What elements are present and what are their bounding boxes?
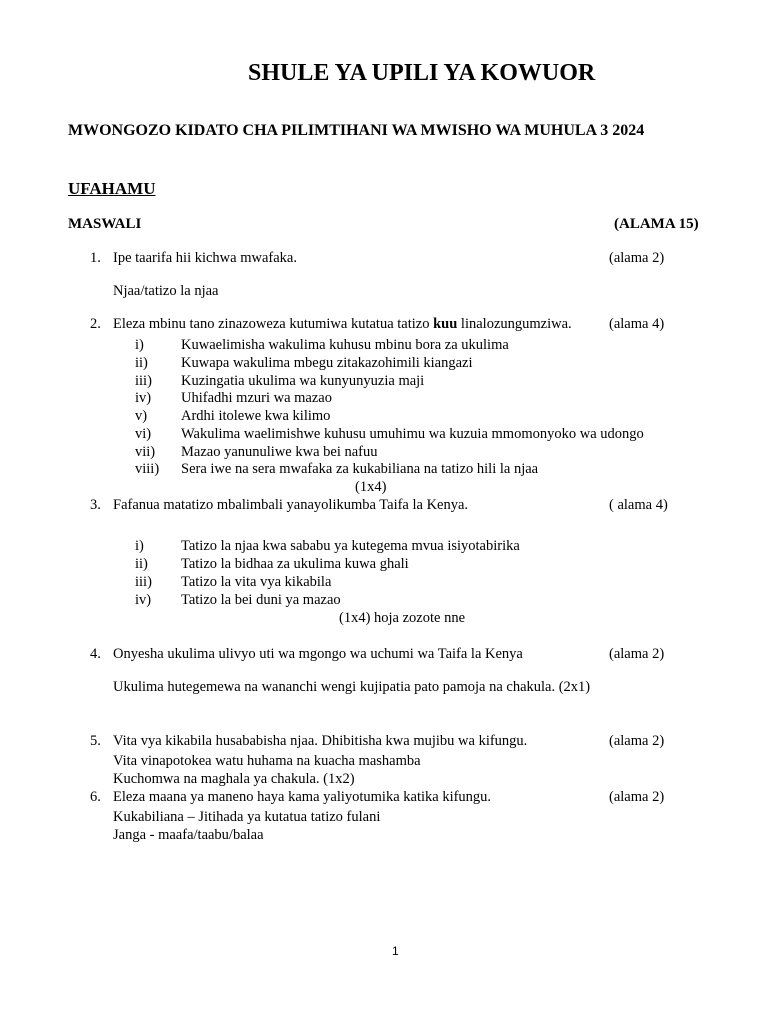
q2-score: (1x4) <box>355 479 387 495</box>
q2-item-text: Kuwaelimisha wakulima kuhusu mbinu bora za ukulima <box>181 337 509 353</box>
q2-item-roman: vii) <box>135 444 156 460</box>
q3-item-text: Tatizo la njaa kwa sababu ya kutegema mvua isiyotabirika <box>181 538 520 554</box>
exam-subtitle: MWONGOZO KIDATO CHA PILIMTIHANI WA MWISHO WA MUHULA 3 2024 <box>68 122 645 139</box>
q2-item-roman: iii) <box>135 373 152 389</box>
q2-item-text: Ardhi itolewe kwa kilimo <box>181 408 331 424</box>
q2-text: Eleza mbinu tano zinazoweza kutumiwa kutatua tatizo kuu linalozungumziwa. <box>113 316 572 332</box>
q6-marks: (alama 2) <box>609 789 665 805</box>
q2-marks: (alama 4) <box>609 316 665 332</box>
q4-number: 4. <box>90 646 101 662</box>
q2-item-text: Wakulima waelimishwe kuhusu umuhimu wa kuzuia mmomonyoko wa udongo <box>181 426 644 442</box>
maswali-label: MASWALI <box>68 216 142 232</box>
q4-marks: (alama 2) <box>609 646 665 662</box>
q2-item-text: Kuwapa wakulima mbegu zitakazohimili kiangazi <box>181 355 473 371</box>
q5-answer-1: Vita vinapotokea watu huhama na kuacha mashamba <box>113 753 421 769</box>
q3-item-roman: iii) <box>135 574 152 590</box>
q3-item-roman: iv) <box>135 592 152 608</box>
q2-item-roman: iv) <box>135 390 152 406</box>
q4-answer: Ukulima hutegemewa na wananchi wengi kujipatia pato pamoja na chakula. (2x1) <box>113 679 591 695</box>
q2-number: 2. <box>90 316 101 332</box>
q3-number: 3. <box>90 497 101 513</box>
q1-text: Ipe taarifa hii kichwa mwafaka. <box>113 250 297 266</box>
q1-number: 1. <box>90 250 101 266</box>
q2-item-roman: vi) <box>135 426 152 442</box>
q3-item-text: Tatizo la bidhaa za ukulima kuwa ghali <box>181 556 409 572</box>
q2-item-text: Kuzingatia ukulima wa kunyunyuzia maji <box>181 373 425 389</box>
q3-marks: ( alama 4) <box>609 497 668 513</box>
q6-number: 6. <box>90 789 101 805</box>
q2-item-text: Sera iwe na sera mwafaka za kukabiliana na tatizo hili la njaa <box>181 461 539 477</box>
q3-score: (1x4) hoja zozote nne <box>339 610 466 626</box>
school-title: SHULE YA UPILI YA KOWUOR <box>248 60 596 86</box>
q3-item-text: Tatizo la bei duni ya mazao <box>181 592 341 608</box>
q3-item-text: Tatizo la vita vya kikabila <box>181 574 332 590</box>
q2-bold-word: kuu <box>433 316 458 332</box>
q2-item-roman: v) <box>135 408 148 424</box>
q6-answer-1: Kukabiliana – Jitihada ya kutatua tatizo fulani <box>113 809 381 825</box>
q3-text: Fafanua matatizo mbalimbali yanayolikumba Taifa la Kenya. <box>113 497 469 513</box>
section-heading: UFAHAMU <box>68 179 156 198</box>
q2-item-roman: i) <box>135 337 144 353</box>
q3-item-roman: i) <box>135 538 144 554</box>
q6-text: Eleza maana ya maneno haya kama yaliyotumika katika kifungu. <box>113 789 492 805</box>
q5-number: 5. <box>90 733 101 749</box>
q5-text: Vita vya kikabila husababisha njaa. Dhibitisha kwa mujibu wa kifungu. <box>113 733 528 749</box>
q6-answer-2: Janga - maafa/taabu/balaa <box>113 827 264 843</box>
total-marks: (ALAMA 15) <box>614 216 699 232</box>
q5-marks: (alama 2) <box>609 733 665 749</box>
q2-item-roman: ii) <box>135 355 148 371</box>
q1-marks: (alama 2) <box>609 250 665 266</box>
q5-answer-2: Kuchomwa na maghala ya chakula. (1x2) <box>113 771 355 787</box>
q1-answer: Njaa/tatizo la njaa <box>113 283 219 299</box>
page-number: 1 <box>392 944 399 958</box>
q2-item-text: Mazao yanunuliwe kwa bei nafuu <box>181 444 378 460</box>
q2-item-roman: viii) <box>135 461 160 477</box>
q4-text: Onyesha ukulima ulivyo uti wa mgongo wa uchumi wa Taifa la Kenya <box>113 646 523 662</box>
q2-item-text: Uhifadhi mzuri wa mazao <box>181 390 332 406</box>
q3-item-roman: ii) <box>135 556 148 572</box>
